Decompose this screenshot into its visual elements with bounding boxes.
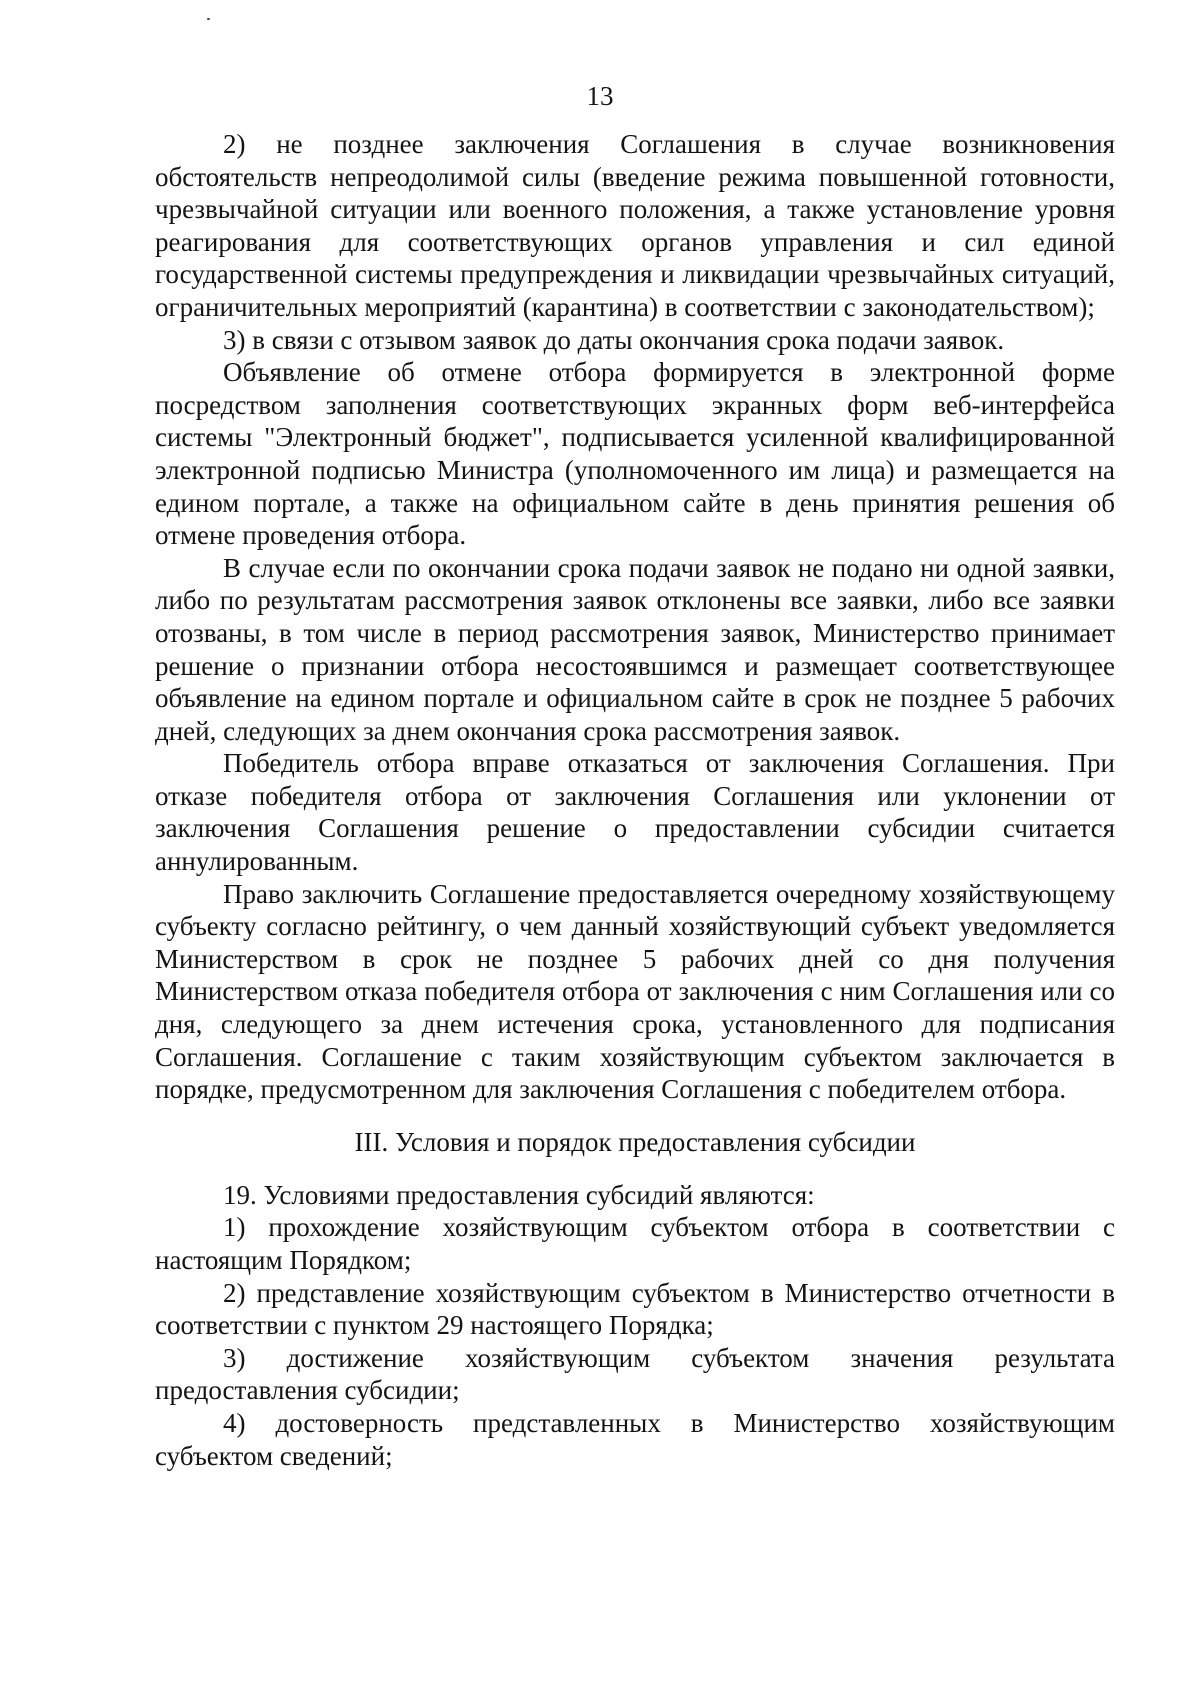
- paragraph-right-to-conclude: Право заключить Соглашение предоставляется очередному хозяйствующему субъекту согласно рейтингу, о чем данный хозяйствующий субъект уведомляется Министерством в срок не позднее 5 рабочих дней со дня получения Министерством отказа победителя отбора от заключения с ним Соглашения или со дня, следующего за днем истечения срока, установленного для подписания Соглашения. Соглашение с таким хозяйствующим субъектом заключается в порядке, предусмотренном для заключения Соглашения с победителем отбора.: [155, 878, 1115, 1105]
- paragraph-condition-4: 4) достоверность представленных в Министерство хозяйствующим субъектом сведений;: [155, 1407, 1115, 1471]
- paragraph-clause-19: 19. Условиями предоставления субсидий являются:: [223, 1179, 815, 1210]
- document-body: [155, 128, 1115, 1472]
- paragraph-failed-selection: В случае если по окончании срока подачи заявок не подано ни одной заявки, либо по результатам рассмотрения заявок отклонены все заявки, либо все заявки отозваны, в том числе в период рассмотрения заявок, Министерство принимает решение о признании отбора несостоявшимся и размещает соответствующее объявление на едином портале и официальном сайте в срок не позднее 5 рабочих дней, следующих за днем окончания срока рассмотрения заявок.: [155, 552, 1115, 746]
- paragraph-winner-refusal: Победитель отбора вправе отказаться от заключения Соглашения. При отказе победителя отбора от заключения Соглашения или уклонении от заключения Соглашения решение о предоставлении субсидии считается аннулированным.: [155, 748, 1115, 877]
- scan-speck: [207, 18, 210, 20]
- section-heading: III. Условия и порядок предоставления субсидии: [354, 1126, 916, 1157]
- paragraph-item-2: 2) не позднее заключения Соглашения в случае возникновения обстоятельств непреодолимой силы (введение режима повышенной готовности, чрезвычайной ситуации или военного положения, а также установление уровня реагирования для соответствующих органов управления и сил единой государственной системы предупреждения и ликвидации чрезвычайных ситуаций, ограничительных мероприятий (карантина) в соответствии с законодательством);: [155, 129, 1115, 322]
- paragraph-condition-3: 3) достижение хозяйствующим субъектом значения результата предоставления субсидии;: [155, 1342, 1115, 1406]
- page-number: 13: [586, 81, 614, 111]
- paragraph-condition-1: 1) прохождение хозяйствующим субъектом отбора в соответствии с настоящим Порядком;: [155, 1212, 1115, 1275]
- paragraph-condition-2: 2) представление хозяйствующим субъектом в Министерство отчетности в соответствии с пунктом 29 настоящего Порядка;: [155, 1277, 1115, 1341]
- paragraph-cancellation-notice: Объявление об отмене отбора формируется в электронной форме посредством заполнения соответствующих экранных форм веб-интерфейса системы "Электронный бюджет", подписывается усиленной квалифицированной электронной подписью Министра (уполномоченного им лица) и размещается на едином портале, а также на официальном сайте в день принятия решения об отмене проведения отбора.: [155, 357, 1115, 551]
- paragraph-item-3: 3) в связи с отзывом заявок до даты окончания срока подачи заявок.: [223, 324, 1005, 355]
